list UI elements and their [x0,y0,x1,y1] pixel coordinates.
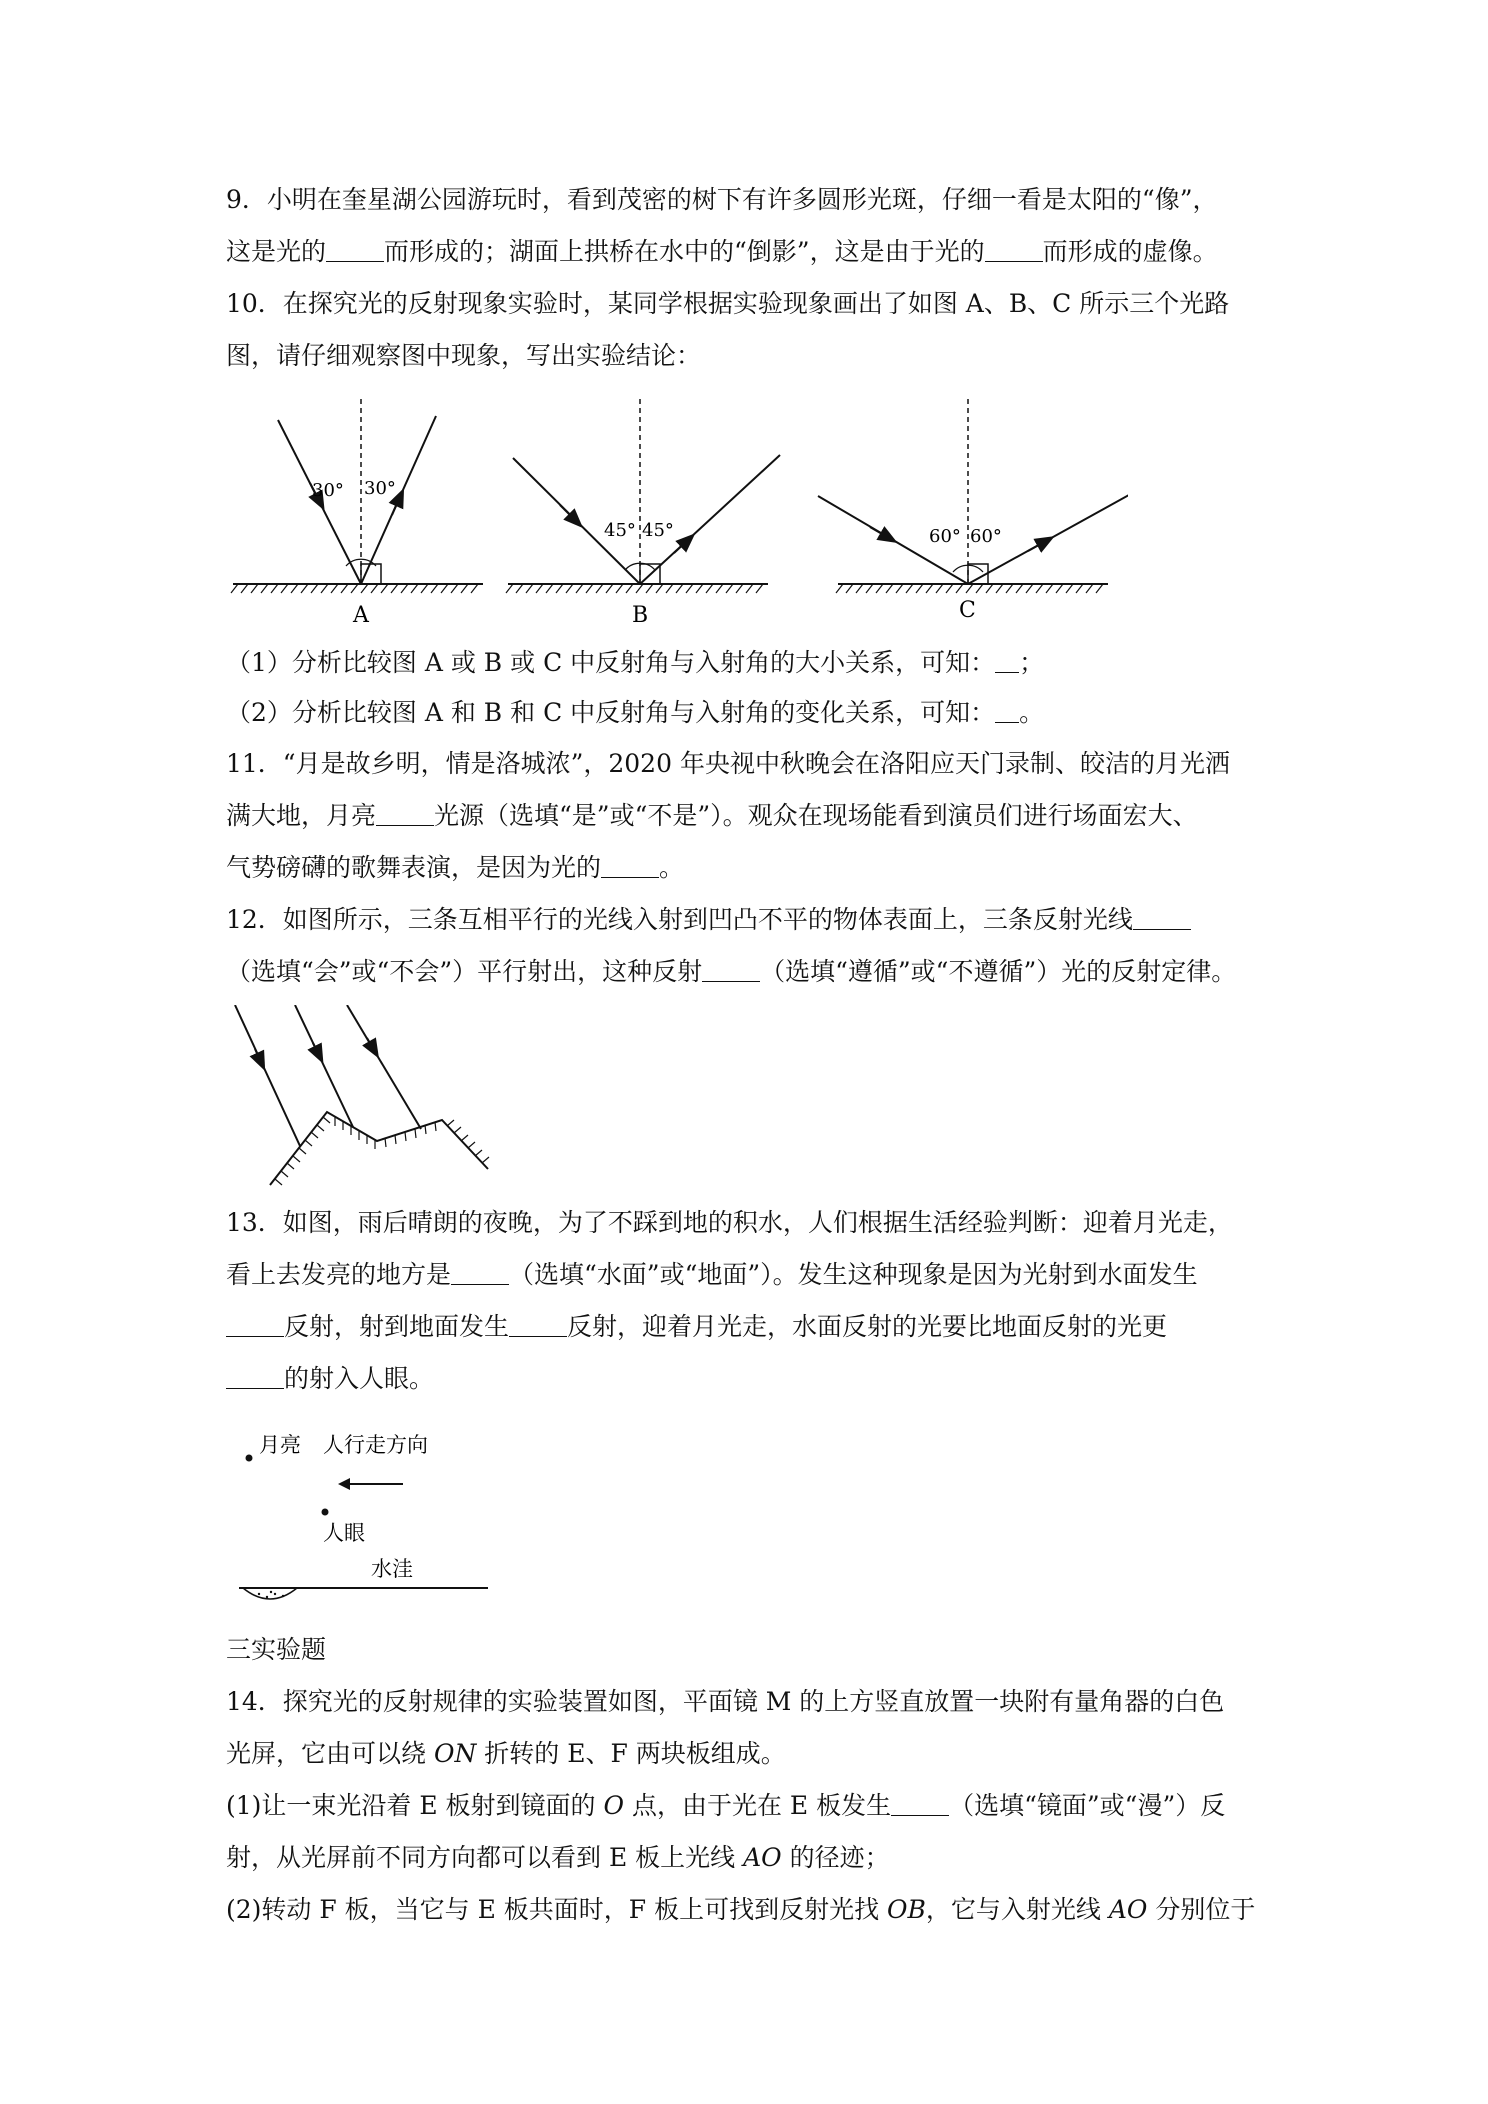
moonlight-puddle-diagram [235,1420,495,1620]
q13-line3: 反射，射到地面发生 反射，迎着月光走，水面反射的光要比地面反射的光更 [226,1313,1266,1341]
q14-sub1-cont: 射，从光屏前不同方向都可以看到 E 板上光线 AO 的径迹； [226,1843,890,1872]
diffuse-reflection-diagram [225,1005,545,1195]
answer-blank[interactable] [451,1262,509,1285]
diagram-label: A [353,603,369,628]
diagram-label: C [959,598,976,623]
q10-line1: 10．在探究光的反射现象实验时，某同学根据实验现象画出了如图 A、B、C 所示三个光路 [226,289,1230,318]
answer-blank[interactable] [995,650,1019,673]
q9-line1: 9．小明在奎星湖公园游玩时，看到茂密的树下有许多圆形光斑，仔细一看是太阳的“像”， [226,185,1218,214]
answer-blank[interactable] [702,959,760,982]
section-title: 三实验题 [226,1635,327,1664]
answer-blank[interactable] [985,239,1043,262]
angle-label: 60° [929,526,961,547]
q13-line4: 的射入人眼。 [226,1365,1266,1393]
angle-label: 30° [312,480,344,501]
q12-line1: 12．如图所示，三条互相平行的光线入射到凹凸不平的物体表面上，三条反射光线 [226,906,1266,934]
puddle-label: 水洼 [371,1557,413,1581]
answer-blank[interactable] [326,239,384,262]
q11-line1: 11．“月是故乡明，情是洛城浓”，2020 年央视中秋晚会在洛阳应天门录制、皎洁的月光洒 [226,749,1230,778]
q14-line2: 光屏，它由可以绕 ON 折转的 E、F 两块板组成。 [226,1739,786,1768]
eye-label: 人眼 [323,1521,365,1545]
q13-line1: 13．如图，雨后晴朗的夜晚，为了不踩到地的积水，人们根据生活经验判断：迎着月光走， [226,1208,1233,1237]
answer-blank[interactable] [1133,907,1191,930]
q14-line1: 14．探究光的反射规律的实验装置如图，平面镜 M 的上方竖直放置一块附有量角器的白色 [226,1687,1225,1716]
angle-label: 60° [970,526,1002,547]
q14-sub1: (1)让一束光沿着 E 板射到镜面的 O 点，由于光在 E 板发生 （选填“镜面”或“漫”）反 [226,1791,1226,1820]
diagram-b [506,395,780,628]
answer-blank[interactable] [226,1314,284,1337]
q13-line2: 看上去发亮的地方是 （选填“水面”或“地面”）。发生这种现象是因为光射到水面发生 [226,1260,1198,1289]
q9-line2: 这是光的 而形成的；湖面上拱桥在水中的“倒影”，这是由于光的 而形成的虚像。 [226,237,1218,266]
angle-label: 30° [364,478,396,499]
reflection-diagrams [228,390,1128,630]
angle-label: 45° [642,520,674,541]
answer-blank[interactable] [509,1314,567,1337]
q10-line2: 图，请仔细观察图中现象，写出实验结论： [226,341,702,370]
q11-line3: 气势磅礴的歌舞表演，是因为光的 。 [226,853,685,882]
q14-sub2: (2)转动 F 板，当它与 E 板共面时，F 板上可找到反射光找 OB，它与入射光线 AO 分别位于 [226,1895,1256,1924]
q11-line2: 满大地，月亮 光源（选填“是”或“不是”）。观众在现场能看到演员们进行场面宏大、 [226,801,1198,830]
answer-blank[interactable] [995,700,1019,723]
diagram-a [231,398,483,628]
diagram-c [818,395,1128,623]
q10-sub1: （1）分析比较图 A 或 B 或 C 中反射角与入射角的大小关系，可知： ； [226,648,1045,677]
q10-sub2: （2）分析比较图 A 和 B 和 C 中反射角与入射角的变化关系，可知： 。 [226,698,1045,727]
diagram-label: B [632,603,649,628]
q12-line2: （选填“会”或“不会”）平行射出，这种反射 （选填“遵循”或“不遵循”）光的反射定律。 [226,957,1237,986]
answer-blank[interactable] [226,1366,284,1389]
answer-blank[interactable] [601,855,659,878]
moon-label: 月亮 [259,1433,301,1457]
answer-blank[interactable] [891,1793,949,1816]
angle-label: 45° [604,520,636,541]
direction-label: 人行走方向 [323,1433,428,1457]
answer-blank[interactable] [376,803,434,826]
